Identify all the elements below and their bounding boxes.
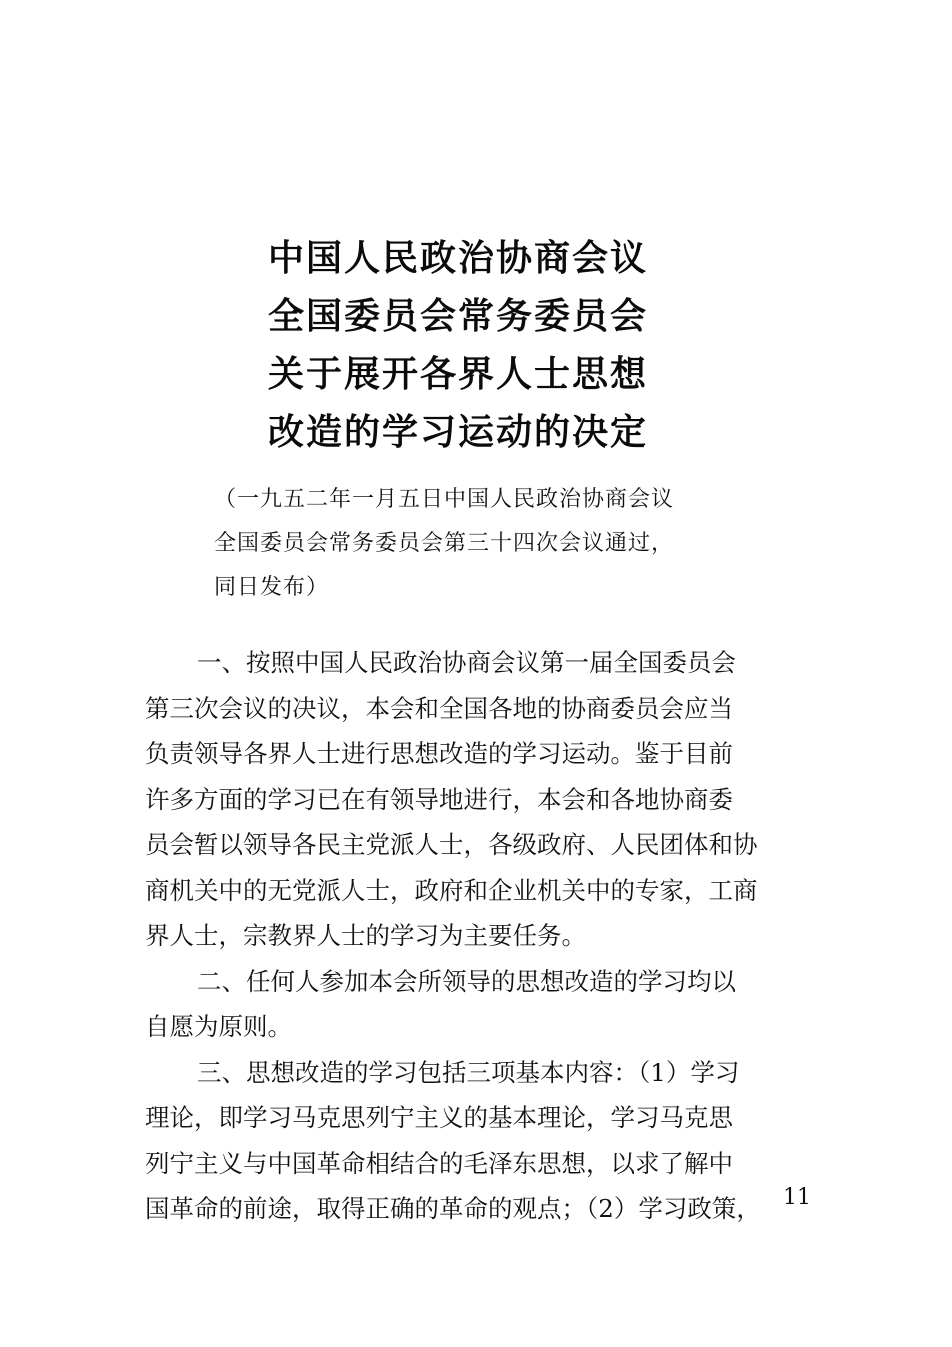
- body-line-9: 自愿为原则。: [145, 1012, 292, 1041]
- body-line-1: 一、按照中国人民政治协商会议第一届全国委员会: [197, 648, 736, 677]
- body-line-11: 理论，即学习马克思列宁主义的基本理论，学习马克思: [145, 1103, 733, 1132]
- body-line-4: 许多方面的学习已在有领导地进行，本会和各地协商委: [145, 784, 733, 814]
- subtitle-line-2: 全国委员会常务委员会第三十四次会议通过，: [214, 531, 675, 556]
- title-line-2: 全国委员会常务委员会: [268, 296, 649, 337]
- title-line-3: 关于展开各界人士思想: [268, 354, 649, 395]
- document-title: [268, 230, 738, 462]
- body-line-13: 国革命的前途，取得正确的革命的观点；（2）学习政策，: [145, 1194, 761, 1223]
- body-line-2: 第三次会议的决议，本会和全国各地的协商委员会应当: [145, 693, 733, 723]
- title-line-1: 中国人民政治协商会议: [268, 238, 649, 279]
- subtitle-line-3: 同日发布）: [214, 575, 330, 600]
- body-line-12: 列宁主义与中国革命相结合的毛泽东思想，以求了解中: [145, 1148, 733, 1178]
- body-line-5: 员会暂以领导各民主党派人士，各级政府、人民团体和协: [145, 830, 758, 859]
- body-line-8: 二、任何人参加本会所领导的思想改造的学习均以: [197, 966, 736, 996]
- body-line-10: 三、思想改造的学习包括三项基本内容：（1）学习: [197, 1057, 740, 1087]
- document-subtitle: [214, 478, 834, 610]
- title-line-4: 改造的学习运动的决定: [268, 412, 649, 453]
- body-line-3: 负责领导各界人士进行思想改造的学习运动。鉴于目前: [145, 739, 733, 768]
- document-body: [145, 640, 845, 1232]
- subtitle-line-1: （一九五二年一月五日中国人民政治协商会议: [214, 487, 675, 512]
- body-line-7: 界人士，宗教界人士的学习为主要任务。: [145, 921, 586, 950]
- body-line-6: 商机关中的无党派人士，政府和企业机关中的专家，工商: [145, 875, 758, 905]
- page-number: 11: [783, 1185, 811, 1210]
